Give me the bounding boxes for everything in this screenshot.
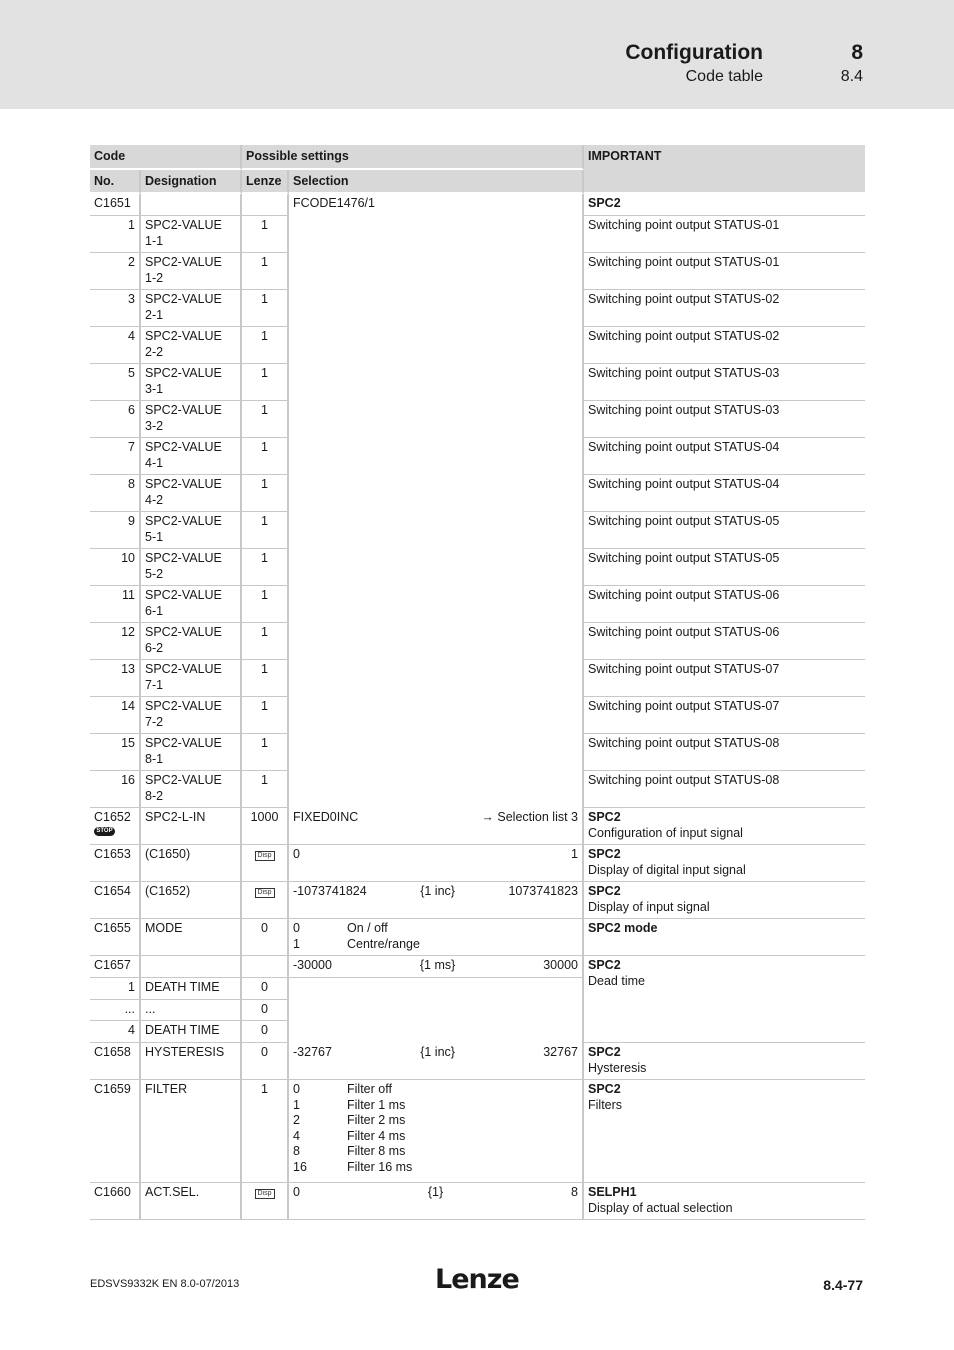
option-text: Centre/range <box>347 936 420 951</box>
option-value: 2 <box>293 1113 300 1127</box>
designation-line: SPC2-VALUE <box>145 625 222 639</box>
important-cell <box>584 882 865 919</box>
header-code: Code <box>90 145 242 170</box>
designation-line: SPC2-VALUE <box>145 403 222 417</box>
important-cell <box>584 808 865 845</box>
designation-line: 8-2 <box>145 788 164 803</box>
option-value: 0 <box>293 1082 300 1096</box>
max-value: 1073741823 <box>508 884 578 898</box>
important-title: SPC2 <box>588 847 621 861</box>
header-designation: Designation <box>141 170 242 195</box>
min-value: -32767 <box>293 1045 332 1059</box>
designation-cell: HYSTERESIS <box>141 1043 242 1080</box>
header-lenze: Lenze <box>242 170 289 195</box>
sub-no: ... <box>90 1000 141 1022</box>
designation-line: 1-1 <box>145 233 164 248</box>
designation-line: 2-1 <box>145 307 164 322</box>
important-title: SPC2 <box>588 958 621 972</box>
code-cell: C1660 <box>90 1183 141 1220</box>
sub-no: 1 <box>90 216 141 253</box>
option-text: Filter 8 ms <box>347 1144 406 1158</box>
important-info: Switching point output STATUS-03 <box>584 364 865 401</box>
table-row-c1652 <box>90 808 865 845</box>
code-table <box>90 145 865 1220</box>
sub-no: 16 <box>90 771 141 808</box>
important-info: Switching point output STATUS-03 <box>584 401 865 438</box>
designation-line: 5-1 <box>145 529 164 544</box>
lenze-cell: 1 <box>242 549 289 586</box>
sub-no: 11 <box>90 586 141 623</box>
important-info: Hysteresis <box>588 1060 647 1075</box>
header-no: No. <box>90 170 141 195</box>
lenze-cell: 0 <box>242 1043 289 1080</box>
designation-cell <box>141 623 242 660</box>
option-value: 8 <box>293 1144 300 1158</box>
option-text: Filter off <box>347 1082 392 1096</box>
designation-cell <box>141 586 242 623</box>
designation-cell <box>141 401 242 438</box>
selection-list-link: → Selection list 3 <box>481 810 578 824</box>
page-subtitle: Code table <box>685 68 763 85</box>
min-value: 0 <box>293 847 300 861</box>
designation-cell: SPC2-L-IN <box>141 808 242 845</box>
designation-line: SPC2-VALUE <box>145 773 222 787</box>
max-value: 8 <box>571 1185 578 1199</box>
sub-no: 7 <box>90 438 141 475</box>
option-value: 1 <box>293 1097 300 1112</box>
important-info: Switching point output STATUS-02 <box>584 290 865 327</box>
lenze-cell: 1 <box>242 1080 289 1183</box>
code-cell: C1657 <box>90 956 141 978</box>
designation-cell <box>141 290 242 327</box>
lenze-cell: 1 <box>242 253 289 290</box>
page-title: Configuration <box>625 41 763 64</box>
sub-no: 1 <box>90 978 141 1000</box>
designation-line: SPC2-VALUE <box>145 588 222 602</box>
lenze-cell: 1 <box>242 734 289 771</box>
designation-cell: ... <box>141 1000 242 1022</box>
designation-cell: FILTER <box>141 1080 242 1183</box>
important-cell <box>584 956 865 1043</box>
designation-cell <box>141 438 242 475</box>
important-info: Switching point output STATUS-07 <box>584 697 865 734</box>
important-info: Switching point output STATUS-05 <box>584 549 865 586</box>
important-title: SPC2 <box>588 1082 621 1096</box>
important-info: Switching point output STATUS-08 <box>584 734 865 771</box>
important-cell: SPC2 <box>584 194 865 216</box>
max-value: 30000 <box>543 958 578 972</box>
designation-line: SPC2-VALUE <box>145 292 222 306</box>
designation-line: 3-1 <box>145 381 164 396</box>
designation-cell: DEATH TIME <box>141 1021 242 1043</box>
important-info: Switching point output STATUS-01 <box>584 216 865 253</box>
sub-no: 10 <box>90 549 141 586</box>
designation-cell <box>141 253 242 290</box>
designation-line: 6-2 <box>145 640 164 655</box>
lenze-cell: 1 <box>242 216 289 253</box>
designation-line: 6-1 <box>145 603 164 618</box>
min-value: -30000 <box>293 958 332 972</box>
designation-line: SPC2-VALUE <box>145 440 222 454</box>
code-cell: C1658 <box>90 1043 141 1080</box>
designation-line: SPC2-VALUE <box>145 218 222 232</box>
code-cell: C1651 <box>90 194 141 216</box>
code-label: C1652 <box>94 810 131 824</box>
table-header-row-1 <box>90 145 865 170</box>
option-value: 1 <box>293 936 300 951</box>
header-important: IMPORTANT <box>584 145 865 194</box>
designation-line: 8-1 <box>145 751 164 766</box>
important-info: Switching point output STATUS-06 <box>584 586 865 623</box>
designation-line: SPC2-VALUE <box>145 736 222 750</box>
display-icon: Disp <box>255 1189 275 1199</box>
designation-cell <box>141 549 242 586</box>
selection-cell: FCODE1476/1 <box>289 194 584 808</box>
lenze-cell: 1 <box>242 401 289 438</box>
lenze-cell: 1 <box>242 327 289 364</box>
important-info: Filters <box>588 1097 623 1112</box>
table-row-c1654 <box>90 882 865 919</box>
designation-cell <box>141 216 242 253</box>
table-row-c1659 <box>90 1080 865 1183</box>
min-value: -1073741824 <box>293 884 367 898</box>
table-row-c1651 <box>90 194 865 216</box>
code-cell: C1654 <box>90 882 141 919</box>
lenze-cell: 0 <box>242 919 289 956</box>
selection-cell <box>289 1183 584 1220</box>
step-value: {1 inc} <box>420 1045 455 1059</box>
lenze-cell: 1000 <box>242 808 289 845</box>
selection-value: FIXED0INC <box>293 810 359 824</box>
lenze-cell: 1 <box>242 771 289 808</box>
header-selection: Selection <box>289 170 584 195</box>
important-cell <box>584 1080 865 1183</box>
important-title: SPC2 <box>588 810 621 824</box>
table-row-c1655 <box>90 919 865 956</box>
lenze-cell: 1 <box>242 586 289 623</box>
designation-cell <box>141 364 242 401</box>
header-possible-settings: Possible settings <box>242 145 584 170</box>
important-info: Switching point output STATUS-05 <box>584 512 865 549</box>
designation-cell: (C1650) <box>141 845 242 882</box>
designation-line: SPC2-VALUE <box>145 255 222 269</box>
lenze-logo: Lenze <box>435 1264 519 1295</box>
designation-cell: DEATH TIME <box>141 978 242 1000</box>
important-info: Display of digital input signal <box>588 862 746 877</box>
important-info: Display of actual selection <box>588 1200 733 1215</box>
sub-no: 4 <box>90 327 141 364</box>
max-value: 32767 <box>543 1045 578 1059</box>
important-info: Switching point output STATUS-04 <box>584 438 865 475</box>
designation-line: 2-2 <box>145 344 164 359</box>
stop-icon: STOP <box>94 827 115 836</box>
table-row-c1653 <box>90 845 865 882</box>
document-id: EDSVS9332K EN 8.0-07/2013 <box>90 1278 240 1290</box>
lenze-cell: 0 <box>242 1021 289 1043</box>
sub-no: 15 <box>90 734 141 771</box>
selection-cell <box>289 919 584 956</box>
important-info: Dead time <box>588 973 645 988</box>
designation-cell <box>141 771 242 808</box>
important-info: Configuration of input signal <box>588 825 743 840</box>
option-value: 0 <box>293 921 300 935</box>
important-cell <box>584 845 865 882</box>
sub-no: 2 <box>90 253 141 290</box>
important-info: Switching point output STATUS-07 <box>584 660 865 697</box>
page-number: 8.4-77 <box>823 1277 863 1293</box>
designation-line: 1-2 <box>145 270 164 285</box>
important-cell <box>584 1183 865 1220</box>
designation-line: 4-1 <box>145 455 164 470</box>
chapter-number: 8 <box>851 41 863 64</box>
important-title: SELPH1 <box>588 1185 637 1199</box>
sub-no: 8 <box>90 475 141 512</box>
sub-no: 12 <box>90 623 141 660</box>
selection-cell <box>289 956 584 978</box>
designation-cell <box>141 660 242 697</box>
step-value: {1} <box>427 1185 444 1199</box>
lenze-cell: 1 <box>242 438 289 475</box>
option-text: On / off <box>347 921 388 935</box>
lenze-cell: 1 <box>242 623 289 660</box>
lenze-cell: 1 <box>242 697 289 734</box>
option-text: Filter 1 ms <box>347 1097 406 1112</box>
selection-cell <box>289 808 584 845</box>
step-value: {1 ms} <box>419 958 456 972</box>
important-title: SPC2 mode <box>588 921 658 935</box>
important-info: Switching point output STATUS-02 <box>584 327 865 364</box>
selection-cell <box>289 845 584 882</box>
designation-line: 7-1 <box>145 677 164 692</box>
designation-cell <box>141 327 242 364</box>
option-text: Filter 4 ms <box>347 1128 406 1143</box>
designation-line: SPC2-VALUE <box>145 366 222 380</box>
code-cell <box>90 808 141 845</box>
lenze-cell: 1 <box>242 475 289 512</box>
designation-line: 3-2 <box>145 418 164 433</box>
designation-line: SPC2-VALUE <box>145 699 222 713</box>
table-row-c1660 <box>90 1183 865 1220</box>
table-row-c1658 <box>90 1043 865 1080</box>
important-info: Switching point output STATUS-04 <box>584 475 865 512</box>
lenze-cell: 1 <box>242 364 289 401</box>
designation-line: SPC2-VALUE <box>145 551 222 565</box>
designation-cell <box>141 512 242 549</box>
designation-cell <box>141 734 242 771</box>
code-cell: C1655 <box>90 919 141 956</box>
designation-line: 7-2 <box>145 714 164 729</box>
sub-no: 9 <box>90 512 141 549</box>
max-value: 1 <box>571 847 578 861</box>
sub-no: 13 <box>90 660 141 697</box>
important-info: Switching point output STATUS-08 <box>584 771 865 808</box>
selection-cell <box>289 1043 584 1080</box>
designation-cell: MODE <box>141 919 242 956</box>
designation-cell <box>141 475 242 512</box>
important-cell <box>584 919 865 956</box>
important-title: SPC2 <box>588 884 621 898</box>
selection-cell <box>289 882 584 919</box>
designation-line: SPC2-VALUE <box>145 477 222 491</box>
important-cell <box>584 1043 865 1080</box>
lenze-cell: 1 <box>242 512 289 549</box>
designation-line: 4-2 <box>145 492 164 507</box>
designation-line: SPC2-VALUE <box>145 662 222 676</box>
lenze-cell: 1 <box>242 290 289 327</box>
section-number: 8.4 <box>840 68 863 85</box>
min-value: 0 <box>293 1185 300 1199</box>
code-cell: C1653 <box>90 845 141 882</box>
important-info: Display of input signal <box>588 899 710 914</box>
selection-cell <box>289 1080 584 1183</box>
sub-no: 5 <box>90 364 141 401</box>
sub-no: 3 <box>90 290 141 327</box>
code-cell: C1659 <box>90 1080 141 1183</box>
sub-no: 14 <box>90 697 141 734</box>
designation-cell: (C1652) <box>141 882 242 919</box>
option-text: Filter 16 ms <box>347 1159 413 1174</box>
option-value: 4 <box>293 1128 300 1143</box>
designation-cell <box>141 697 242 734</box>
important-info: Switching point output STATUS-01 <box>584 253 865 290</box>
header-band <box>0 0 954 109</box>
step-value: {1 inc} <box>420 884 455 898</box>
designation-line: SPC2-VALUE <box>145 329 222 343</box>
important-title: SPC2 <box>588 1045 621 1059</box>
lenze-cell: 0 <box>242 1000 289 1022</box>
lenze-cell: 1 <box>242 660 289 697</box>
option-value: 16 <box>293 1159 307 1174</box>
sub-no: 4 <box>90 1021 141 1043</box>
display-icon: Disp <box>255 888 275 898</box>
designation-line: SPC2-VALUE <box>145 514 222 528</box>
option-text: Filter 2 ms <box>347 1113 406 1127</box>
display-icon: Disp <box>255 851 275 861</box>
important-info: Switching point output STATUS-06 <box>584 623 865 660</box>
lenze-cell: 0 <box>242 978 289 1000</box>
table-row-c1657 <box>90 956 865 978</box>
designation-cell: ACT.SEL. <box>141 1183 242 1220</box>
sub-no: 6 <box>90 401 141 438</box>
designation-line: 5-2 <box>145 566 164 581</box>
